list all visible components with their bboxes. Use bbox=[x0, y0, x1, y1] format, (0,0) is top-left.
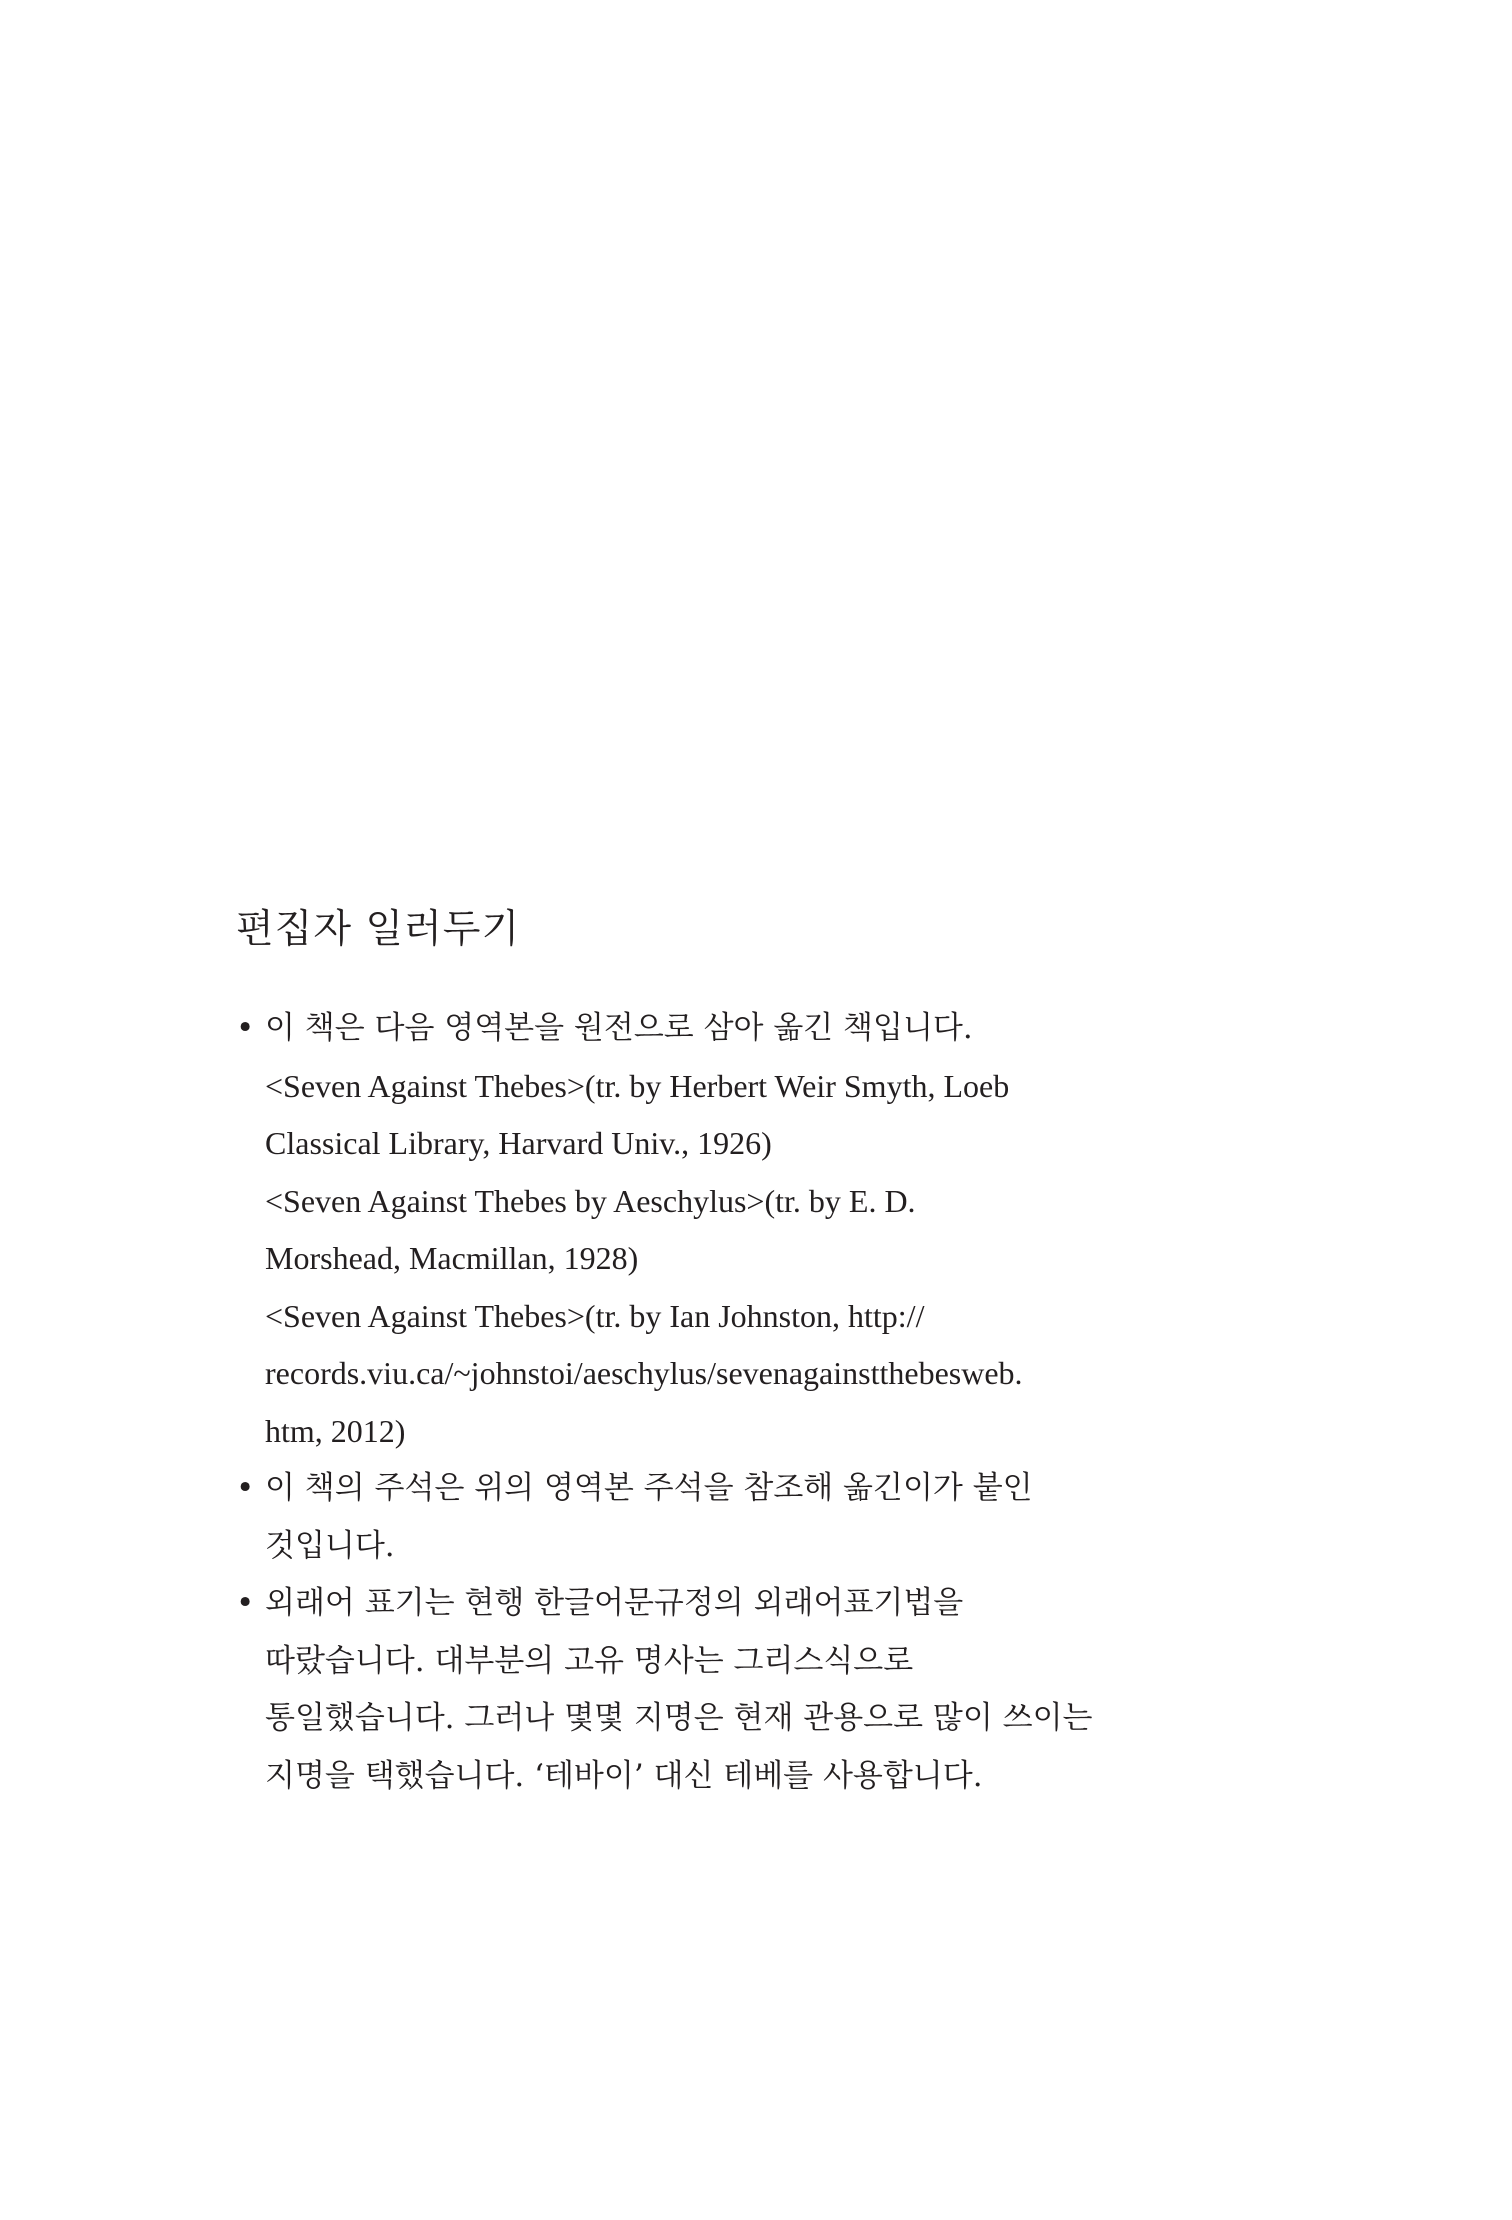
bullet-icon: • bbox=[236, 1585, 255, 1621]
bullet-icon: • bbox=[236, 1010, 255, 1046]
note-line: 따랐습니다. 대부분의 고유 명사는 그리스식으로 bbox=[265, 1642, 914, 1679]
note-line: 이 책의 주석은 위의 영역본 주석을 참조해 옮긴이가 붙인 bbox=[265, 1470, 1033, 1506]
note-line: Morshead, Macmillan, 1928) bbox=[265, 1240, 639, 1276]
note-line: 외래어 표기는 현행 한글어문규정의 외래어표기법을 bbox=[265, 1585, 964, 1621]
list-item bbox=[236, 1575, 1236, 1805]
list-item bbox=[236, 1460, 1236, 1575]
list-item bbox=[236, 1000, 1236, 1460]
page-title: 편집자 일러두기 bbox=[236, 907, 521, 952]
note-line: 것입니다. bbox=[265, 1527, 395, 1564]
note-line: htm, 2012) bbox=[265, 1412, 406, 1449]
note-line: 이 책은 다음 영역본을 원전으로 삼아 옮긴 책입니다. bbox=[265, 1010, 973, 1046]
notes-list bbox=[236, 1000, 1236, 1805]
note-line: <Seven Against Thebes by Aeschylus>(tr. by E. D. bbox=[265, 1182, 916, 1219]
note-line: <Seven Against Thebes>(tr. by Herbert Weir Smyth, Loeb bbox=[265, 1067, 1010, 1104]
note-line: 지명을 택했습니다. ‘테바이’ 대신 테베를 사용합니다. bbox=[265, 1757, 983, 1794]
bullet-icon: • bbox=[236, 1470, 255, 1506]
note-line: Classical Library, Harvard Univ., 1926) bbox=[265, 1125, 772, 1161]
note-line: <Seven Against Thebes>(tr. by Ian Johnston, http:// bbox=[265, 1297, 925, 1334]
note-line: records.viu.ca/~johnstoi/aeschylus/sevenagainstthebesweb. bbox=[265, 1355, 1023, 1391]
note-line: 통일했습니다. 그러나 몇몇 지명은 현재 관용으로 많이 쓰이는 bbox=[265, 1700, 1093, 1736]
